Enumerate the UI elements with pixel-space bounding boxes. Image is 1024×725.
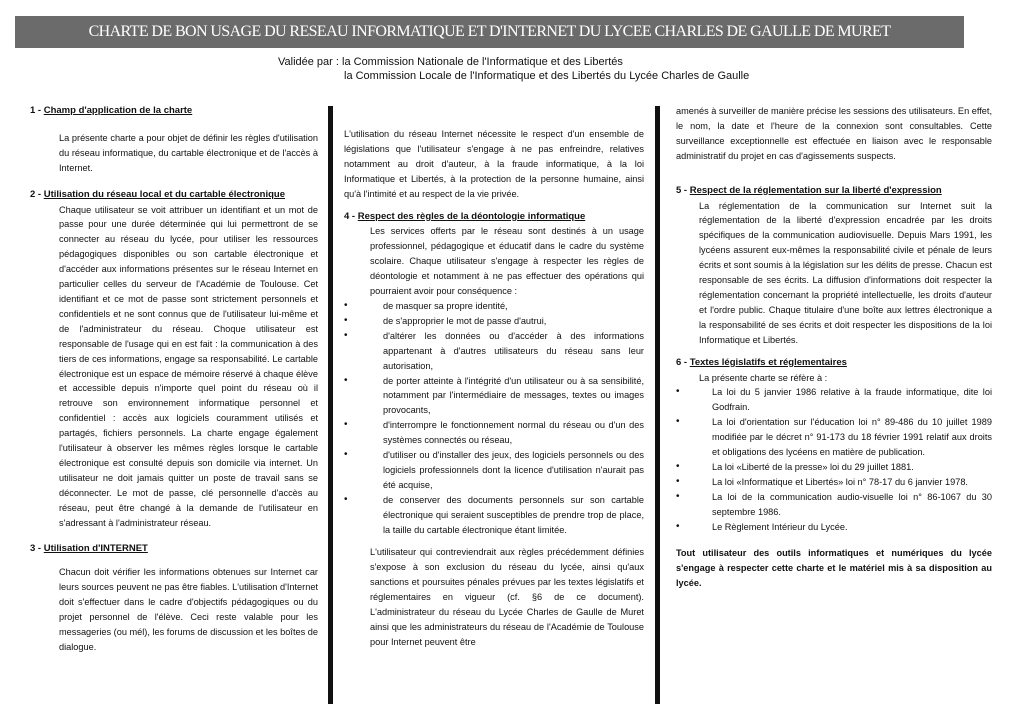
list-item: • La loi d'orientation sur l'éducation loi n° 89-486 du 10 juillet 1989 modifiée par le décret n° 91-173 du 18 février 1991 relatif aux droits et obligations des lycéens en matière de publication. [676, 415, 992, 460]
validation-block [278, 55, 749, 83]
list-item: • La loi «Liberté de la presse» loi du 29 juillet 1881. [676, 460, 992, 475]
section-number: 3 - [30, 543, 44, 555]
list-item: • d'interrompre le fonctionnement normal du réseau ou d'un des systèmes connectés ou réseau, [344, 418, 644, 448]
section-title: Textes législatifs et réglementaires [689, 356, 847, 368]
column-2-intro: L'utilisation du réseau Internet nécessite le respect d'un ensemble de législations que l'utilisateur s'engage à ne pas enfreindre, relatives notamment au droit d'auteur, à la fraude informatique, à la loi Informatique et Libertés, à la protection de la personne humaine, ainsi qu'à l'intimité et au respect de la vie privée. [344, 129, 644, 199]
section-number: 4 - [344, 210, 358, 222]
list-item: • d'altérer les données ou d'accéder à des informations appartenant à d'autres utilisateurs du réseau sans leur autorisation, [344, 329, 644, 374]
section-4-body: Les services offerts par le réseau sont destinés à un usage professionnel, pédagogique et éducatif dans le cadre du système scolaire. Chaque utilisateur s'engage à respecter les règles de déontologie et notamment à ne pas effectuer des opérations qui pourraient avoir pour conséquence : [370, 226, 644, 297]
section-title: Respect de la réglementation sur la liberté d'expression [689, 184, 942, 196]
validation-line-1: Validée par : la Commission Nationale de l'Informatique et des Libertés [278, 56, 623, 68]
list-item: • La loi «Informatique et Libertés» loi n° 78-17 du 6 janvier 1978. [676, 475, 992, 490]
list-item: • d'utiliser ou d'installer des jeux, des logiciels personnels ou des logiciels professionnels dont la licence d'utilisation n'aurait pas été acquise, [344, 448, 644, 493]
section-number: 2 - [30, 188, 44, 200]
final-commitment-note: Tout utilisateur des outils informatiques et numériques du lycée s'engage à respecter cette charte et le matériel mis à sa disposition au lycée. [676, 548, 992, 589]
section-4-closing: L'utilisateur qui contreviendrait aux règles précédemment définies s'expose à son exclusion du réseau du lycée, ainsi qu'aux sanctions et poursuites pénales prévues par les textes législatifs et réglementaires en vigueur (cf. §6 de ce document). L'administrateur du réseau du Lycée Charles de Gaulle de Muret ainsi que les administrateurs du réseau de l'Académie de Toulouse pour Internet peuvent être [370, 547, 644, 647]
section-6-bullet-list [676, 385, 992, 534]
section-2-heading [30, 188, 318, 203]
column-3 [676, 104, 992, 591]
list-item: • La loi du 5 janvier 1986 relative à la fraude informatique, dite loi Godfrain. [676, 385, 992, 415]
section-3-body: Chacun doit vérifier les informations obtenues sur Internet car leurs sources peuvent ne pas être fiables. L'utilisation d'Internet doit s'effectuer dans le cadre d'objectifs pédagogiques ou du projet personnel de l'élève. Ceci reste valable pour les messageries (ou mél), les forums de discussion et les boîtes de dialogue. [59, 567, 318, 652]
column-1 [30, 104, 318, 655]
section-number: 1 - [30, 105, 44, 116]
validation-line-2: la Commission Locale de l'Informatique et des Libertés du Lycée Charles de Gaulle [344, 70, 750, 82]
column-2 [344, 127, 644, 650]
list-item: • de masquer sa propre identité, [344, 299, 644, 314]
list-item: • La loi de la communication audio-visuelle loi n° 86-1067 du 30 septembre 1986. [676, 490, 992, 520]
section-1-body: La présente charte a pour objet de définir les règles d'utilisation du réseau informatique, du cartable électronique et de l'accès à Internet. [59, 132, 318, 173]
section-title: Champ d'application de la charte [43, 105, 193, 116]
section-6-heading [676, 356, 992, 371]
column-3-intro: amenés à surveiller de manière précise les sessions des utilisateurs. En effet, le nom, la date et l'heure de la connexion sont consultables. Cette surveillance exceptionnelle est effectuée en liaison avec le responsable administratif du projet en cas d'agissements suspects. [676, 106, 992, 161]
section-title: Respect des règles de la déontologie informatique [357, 210, 586, 222]
section-3-heading [30, 542, 318, 557]
section-number: 6 - [676, 356, 690, 368]
column-divider-2 [655, 106, 660, 704]
list-item: • de conserver des documents personnels sur son cartable électronique qui seraient susceptibles de prendre trop de place, la taille du cartable électronique étant limitée. [344, 493, 644, 538]
list-item: • Le Règlement Intérieur du Lycée. [676, 520, 992, 535]
column-divider-1 [328, 106, 333, 704]
section-5-heading [676, 184, 992, 199]
section-4-bullet-list [344, 299, 644, 538]
list-item: • de s'approprier le mot de passe d'autrui, [344, 314, 644, 329]
section-5-body: La réglementation de la communication sur Internet suit la réglementation de la liberté d'expression encadrée par les droits spécifiques de la communication audiovisuelle. Depuis Mars 1991, les lycéens assurent eux-mêmes la responsabilité civile et pénale de leurs écrits et sont soumis à la législation sur les délits de presse. Chacun est responsable de ses écrits. La diffusion d'informations doit respecter la réglementation concernant la propriété intellectuelle, les droits d'auteur et l'ordre public. Chaque titulaire d'une boîte aux lettres électronique a la responsabilité de ses écrits et doit respecter les dispositions de la loi Informatique et Libertés. [699, 200, 992, 345]
section-6-intro: La présente charte se réfère à : [699, 372, 828, 383]
document-title-banner: CHARTE DE BON USAGE DU RESEAU INFORMATIQUE ET D'INTERNET DU LYCEE CHARLES DE GAULLE DE MURET [15, 16, 964, 48]
list-item: • de porter atteinte à l'intégrité d'un utilisateur ou à sa sensibilité, notamment par l'intermédiaire de messages, textes ou images provocants, [344, 374, 644, 419]
section-title: Utilisation d'INTERNET [43, 543, 148, 555]
section-number: 5 - [676, 184, 690, 196]
section-1-heading [30, 104, 318, 119]
section-2-body: Chaque utilisateur se voit attribuer un identifiant et un mot de passe pour une durée déterminée qui lui permettront de se connecter au réseau du lycée, pour utiliser les ressources pédagogiques disponibles ou son cartable électronique et d'accéder aux informations présentes sur le réseau Internet en particulier celles du serveur de l'Académie de Toulouse. Cet identifiant et ce mot de passe sont strictement personnels et confidentiels et ne sont connus que de l'utilisateur lui-même et de l'administrateur du réseau. Choque utilisateur est responsable de l'usage qui en est fait : la communication à des tiers de ces informations, engage sa responsabilité. Le cartable électronique est un espace de mémoire réservé à chaque élève et accessible depuis n'importe quel point du réseau où il retrouve son environnement informatique personnel et confidentiel : accès aux logiciels couramment utilisés et partagés, fichiers personnels. La charte engage également l'utilisateur à observer les mêmes règles lorsque le cartable électronique est consulté depuis son domicile via internet. Un utilisateur ne doit jamais quitter un poste de travail sans se déconnecter. Le mot de passe, clé personnelle d'accès au réseau, peut être changé à la demande de l'utilisateur en s'adressant à l'administrateur réseau. [59, 204, 318, 528]
section-title: Utilisation du réseau local et du cartable électronique [43, 188, 285, 200]
section-4-heading [344, 210, 644, 225]
